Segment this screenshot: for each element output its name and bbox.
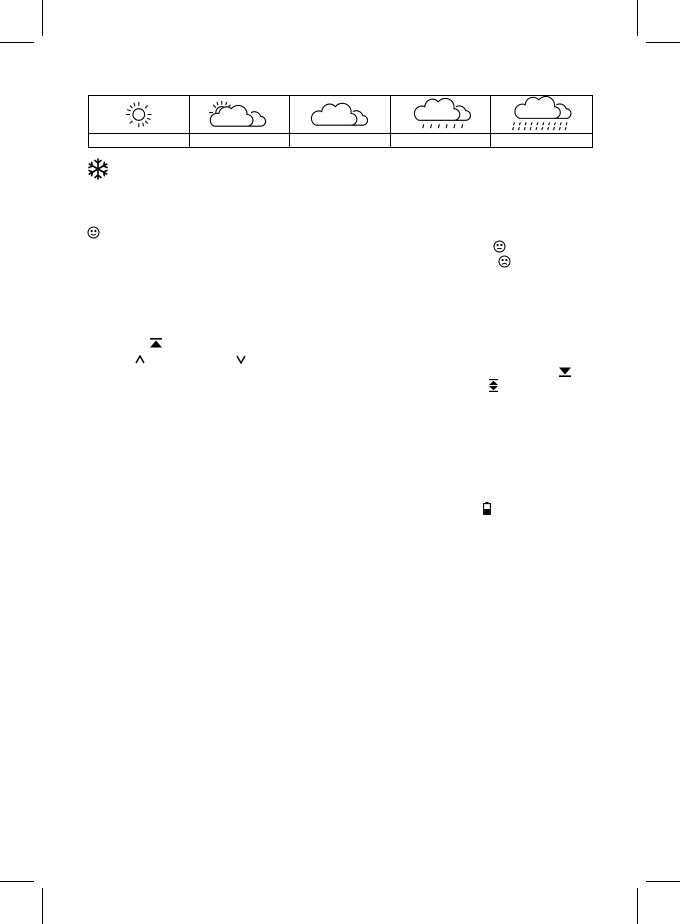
cloudy-icon xyxy=(290,96,390,133)
forecast-cell-cloudy xyxy=(290,96,391,134)
partly-cloudy-icon xyxy=(190,96,290,133)
sun-icon xyxy=(89,96,189,133)
snowflake-icon xyxy=(87,158,109,180)
forecast-cell-partly-cloudy xyxy=(190,96,291,134)
crop-mark-bottom-left-horizontal xyxy=(0,881,34,882)
crop-mark-top-right-vertical xyxy=(637,0,638,36)
forecast-label-sunny xyxy=(89,134,190,147)
sad-face-icon xyxy=(498,255,511,268)
neutral-face-icon xyxy=(493,240,506,253)
forecast-label-cloudy xyxy=(290,134,391,147)
crop-mark-top-left-vertical xyxy=(42,0,43,36)
low-battery-icon xyxy=(483,502,491,515)
crop-mark-bottom-right-horizontal xyxy=(646,881,680,882)
forecast-label-heavy-rain xyxy=(491,134,592,147)
heavy-rain-icon xyxy=(491,96,592,133)
crop-mark-bottom-left-vertical xyxy=(42,888,43,924)
forecast-table xyxy=(88,95,593,148)
forecast-label-partly-cloudy xyxy=(190,134,291,147)
forecast-label-rain xyxy=(391,134,492,147)
light-rain-icon xyxy=(391,96,491,133)
max-value-icon xyxy=(150,338,162,348)
crop-mark-bottom-right-vertical xyxy=(637,888,638,924)
forecast-cell-heavy-rain xyxy=(491,96,592,134)
crop-mark-top-left-horizontal xyxy=(0,42,34,43)
min-value-icon xyxy=(559,367,571,377)
comfort-smiley-icon xyxy=(87,226,100,239)
forecast-cell-sunny xyxy=(89,96,190,134)
min-max-icon xyxy=(489,379,498,392)
crop-mark-top-right-horizontal xyxy=(646,42,680,43)
down-arrow-icon xyxy=(236,355,246,364)
forecast-cell-rain xyxy=(391,96,492,134)
up-arrow-icon xyxy=(135,355,145,364)
